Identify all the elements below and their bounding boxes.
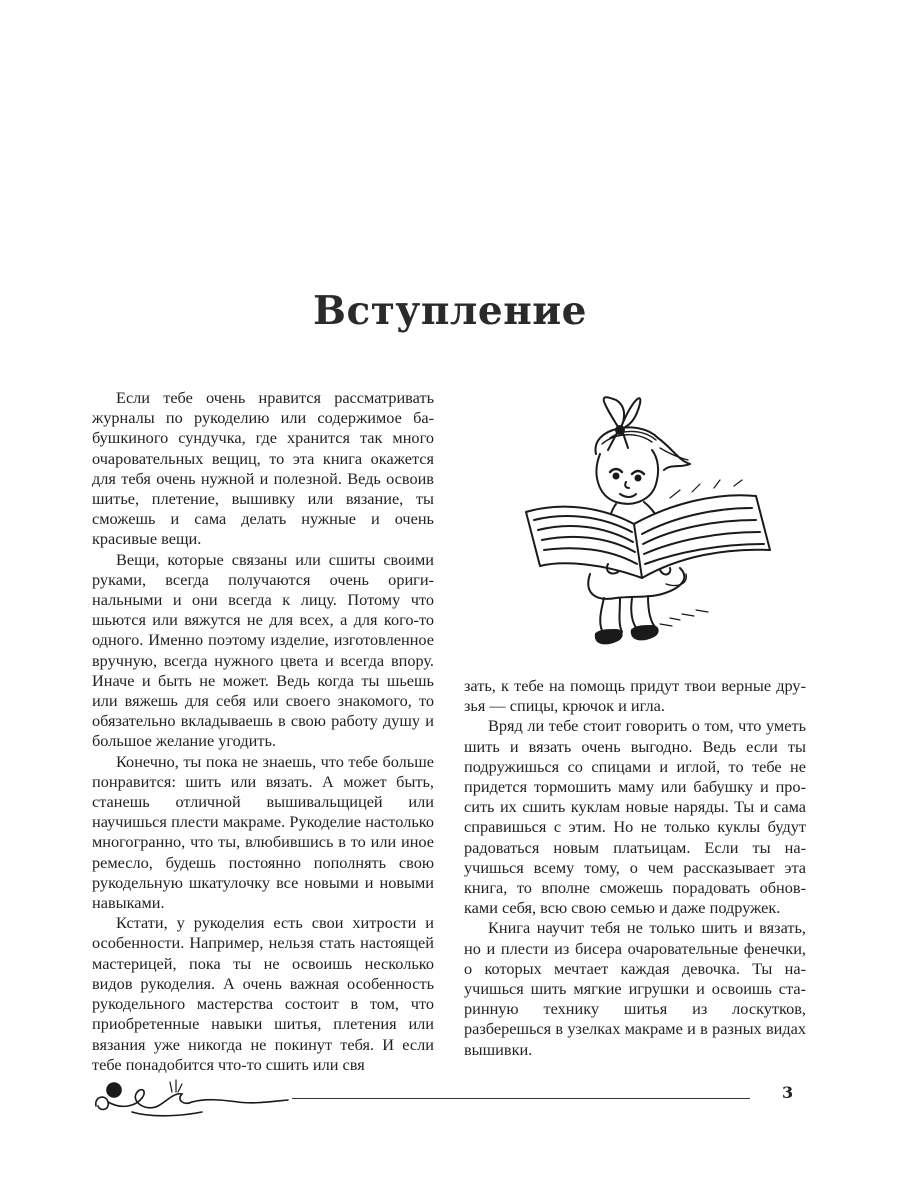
page-title: Вступление [313, 288, 587, 335]
left-column [92, 388, 434, 1075]
paragraph: Конечно, ты пока не знаешь, что тебе больше понравится: шить или вязать. А может быть, станешь отличной вышивальщицей или научишься плести макраме. Рукоделие настолько многогранно, что ты, влюбившись в то или иное ремесло, будешь постоянно пополнять свою рукодельную шкатулочку все новыми и новыми навыками. [92, 751, 434, 913]
paragraph: Вещи, которые связаны или сшиты своими руками, всегда получаются очень оригинальными и они всегда к лицу. Потому что шьются или вяжутся не для всех, а для кого-то одного. Именно поэтому изделие, изготовленное вручную, всегда нужного цвета и всегда впору. Иначе и быть не может. Ведь когда ты шьешь или вяжешь для себя или своего знакомого, то обязательно вкладываешь в свою работу душу и большое желание угодить. [92, 549, 434, 751]
paragraph: Если тебе очень нравится рассматривать журналы по рукоделию или содержимое бабушкиного сундучка, где хранится так много очаровательных вещиц, то эта книга окажется для тебя очень нужной и полезной. Ведь освоив шитье, плетение, вышивку или вязание, ты сможешь и сама делать нужные и очень красивые вещи. [92, 388, 434, 549]
page-number: 3 [782, 1083, 794, 1102]
paragraph: Кстати, у рукоделия есть свои хитрости и особенности. Например, нельзя стать настоящей мастерицей, пока ты не освоишь несколько видов рукоделия. А очень важная особенность рукодельного мастерства состоит в том, что приобретенные навыки шитья, плетения или вязания уже никогда не покинут тебя. И если тебе понадобится что-то сшить или свя [92, 913, 434, 1074]
paragraph: Вряд ли тебе стоит говорить о том, что уметь шить и вязать очень выгодно. Ведь если ты подружишься со спицами и иглой, то тебе не придется тормошить маму или бабушку и просить их сшить куклам новые наряды. Ты и сама справишься с этим. Но не только куклы будут радоваться новым платьицам. Если ты научишься всему тому, о чем рассказывает эта книга, то вполне сможешь порадовать обновками себя, всю свою семью и даже подружек. [464, 716, 806, 918]
footer-rule [292, 1098, 750, 1099]
decorative-ornament [92, 1072, 292, 1124]
paragraph: Книга научит тебя не только шить и вязать, но и плести из бисера очаровательные фенечки, о которых мечтает каждая девочка. Ты научишься шить мягкие игрушки и освоишь старинную технику шитья из лоскутков, разберешься в узелках макраме и в разных видах вышивки. [464, 918, 806, 1059]
girl-reading-book-illustration [520, 388, 790, 658]
paragraph: зать, к тебе на помощь придут твои верные друзья — спицы, крючок и игла. [464, 676, 806, 716]
right-column [464, 676, 806, 1060]
